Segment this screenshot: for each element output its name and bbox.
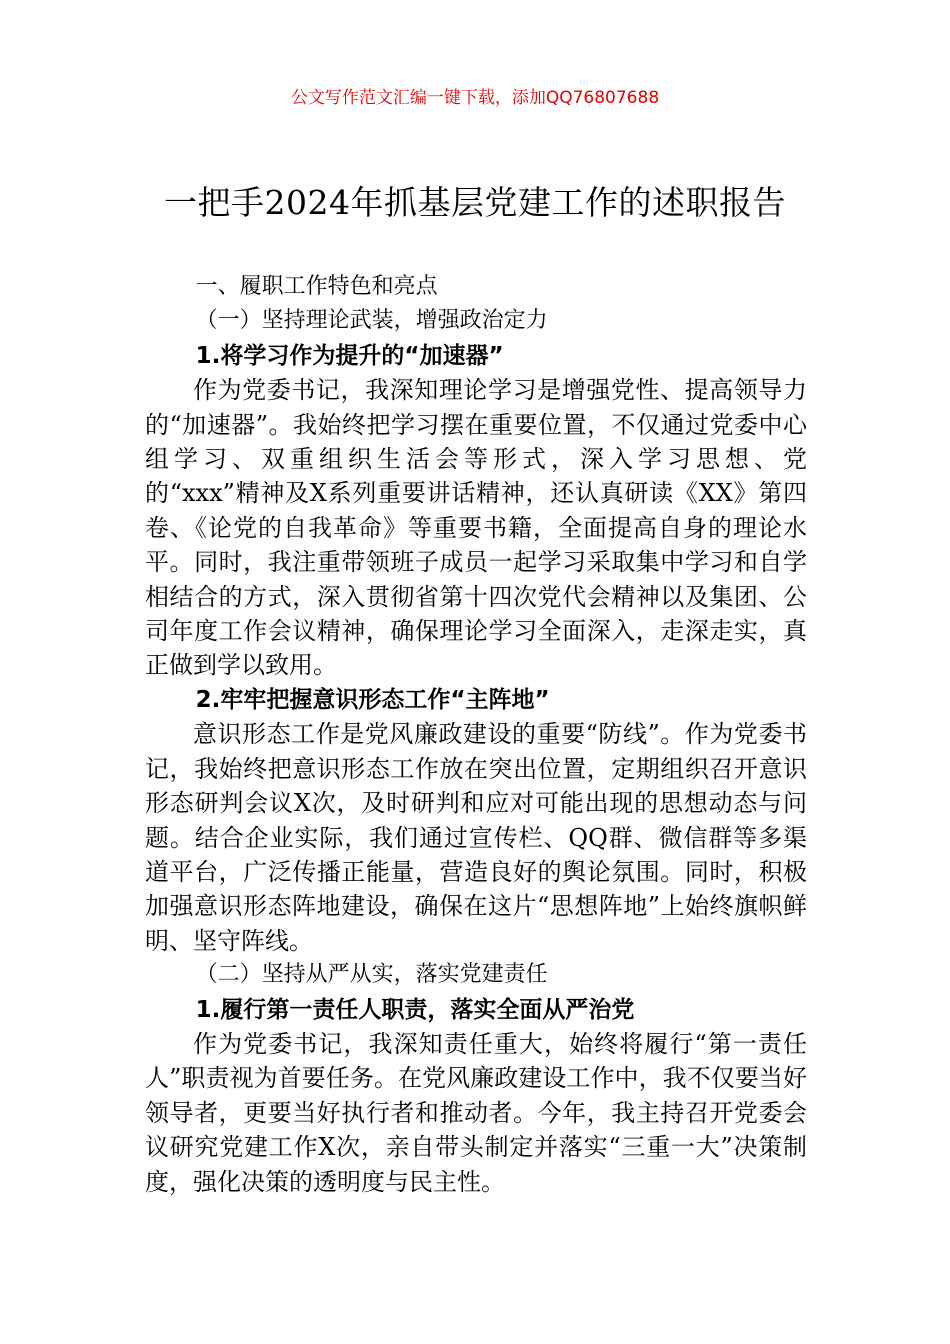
item-heading: 1.履行第一责任人职责，落实全面从严治党 — [195, 996, 635, 1023]
document-body — [145, 270, 807, 1199]
subsection-heading: （一）坚持理论武装，增强政治定力 — [195, 308, 548, 334]
item-heading: 1.将学习作为提升的“加速器” — [195, 342, 504, 369]
item-heading: 2.牢牢把握意识形态工作“主阵地” — [195, 686, 550, 713]
header-note: 公文写作范文汇编一键下载，添加QQ76807688 — [290, 88, 660, 108]
paragraph: 作为党委书记，我深知理论学习是增强党性、提高领导力的“加速器”。我始终把学习摆在重要位置，不仅通过党委中心组学习、双重组织生活会等形式，深入学习思想、党的“xxx”精神及X系列重要讲话精神，还认真研读《XX》第四卷、《论党的自我革命》等重要书籍，全面提高自身的理论水平。同时，我注重带领班子成员一起学习采取集中学习和自学相结合的方式，深入贯彻省第十四次党代会精神以及集团、公司年度工作会议精神，确保理论学习全面深入，走深走实，真正做到学以致用。 — [145, 376, 807, 680]
subsection-heading: （二）坚持从严从实，落实党建责任 — [195, 962, 548, 988]
paragraph: 意识形态工作是党风廉政建设的重要“防线”。作为党委书记，我始终把意识形态工作放在突出位置，定期组织召开意识形态研判会议X次，及时研判和应对可能出现的思想动态与问题。结合企业实际，我们通过宣传栏、QQ群、微信群等多渠道平台，广泛传播正能量，营造良好的舆论氛围。同时，积极加强意识形态阵地建设，确保在这片“思想阵地”上始终旗帜鲜明、坚守阵线。 — [145, 720, 807, 955]
section-heading: 一、履职工作特色和亮点 — [195, 274, 438, 299]
document-title: 一把手2024年抓基层党建工作的述职报告 — [164, 183, 786, 222]
paragraph: 作为党委书记，我深知责任重大，始终将履行“第一责任人”职责视为首要任务。在党风廉政建设工作中，我不仅要当好领导者，更要当好执行者和推动者。今年，我主持召开党委会议研究党建工作X次，亲自带头制定并落实“三重一大”决策制度，强化决策的透明度与民主性。 — [145, 1029, 807, 1196]
